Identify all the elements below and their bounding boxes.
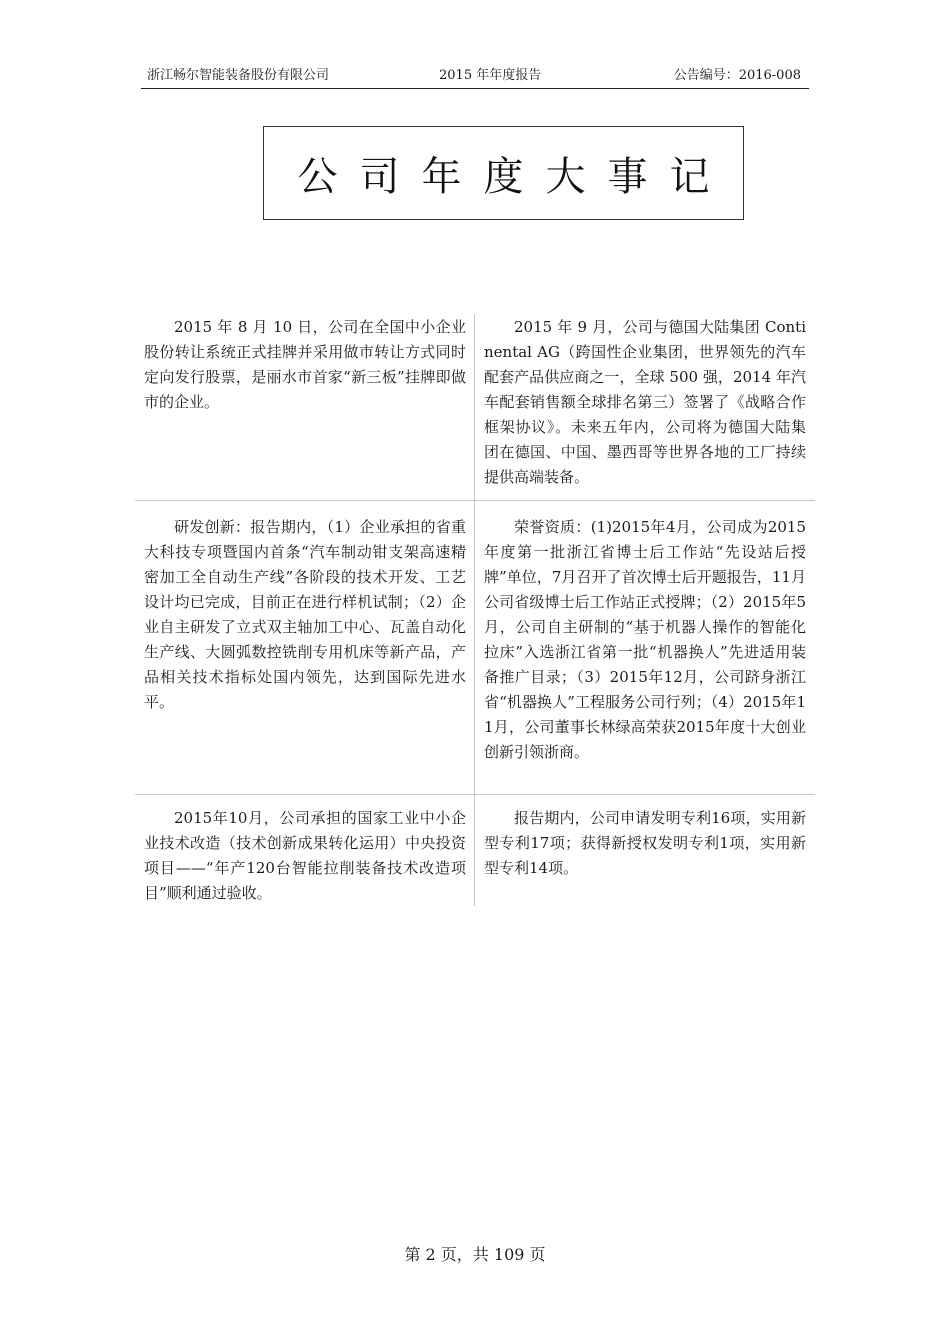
row-divider-1 [135,500,815,501]
event-listing-market-making: 2015 年 8 月 10 日，公司在全国中小企业股份转让系统正式挂牌并采用做市转让方式同时定向发行股票，是丽水市首家“新三板”挂牌即做市的企业。 [144,318,466,411]
title-box [263,126,744,220]
event-honors-qualifications: 荣誉资质：(1)2015年4月，公司成为2015年度第一批浙江省博士后工作站“先设站后授牌”单位，7月召开了首次博士后开题报告，11月公司省级博士后工作站正式授牌；（2）2015年5月，公司自主研制的“基于机器人操作的智能化拉床”入选浙江省第一批“机器换人”先进适用装备推广目录；（3）2015年12月，公司跻身浙江省“机器换人”工程服务公司行列；（4）2015年11月，公司董事长林绿高荣获2015年度十大创业创新引领浙商。 [484,518,806,761]
header-company: 浙江畅尔智能装备股份有限公司 [147,68,330,83]
event-rd-innovation: 研发创新：报告期内，（1）企业承担的省重大科技专项暨国内首条“汽车制动钳支架高速精密加工全自动生产线”各阶段的技术开发、工艺设计均已完成，目前正在进行样机试制；（2）企业自主研发了立式双主轴加工中心、瓦盖自动化生产线、大圆弧数控铣削专用机床等新产品，产品相关技术指标处国内领先，达到国际先进水平。 [144,518,466,711]
event-tech-renovation-project: 2015年10月，公司承担的国家工业中小企业技术改造（技术创新成果转化运用）中央投资项目——“年产120台智能拉削装备技术改造项目”顺利通过验收。 [144,809,466,902]
header-notice-number: 公告编号：2016-008 [673,68,801,83]
page-title: 公司年度大事记 [297,153,732,200]
column-divider [474,314,475,906]
header-report: 2015 年年度报告 [439,68,542,83]
page-header [141,66,809,89]
row-divider-2 [135,794,815,795]
event-patents: 报告期内，公司申请发明专利16项，实用新型专利17项；获得新授权发明专利1项，实用新型专利14项。 [484,809,806,877]
event-continental-agreement: 2015 年 9 月，公司与德国大陆集团 Continental AG（跨国性企业集团，世界领先的汽车配套产品供应商之一，全球 500 强，2014 年汽车配套销售额全球排名第三）签署了《战略合作框架协议》。未来五年内，公司将为德国大陆集团在德国、中国、墨西哥等世界各地的工厂持续提供高端装备。 [484,318,806,486]
page-number: 第 2 页，共 109 页 [404,1245,546,1264]
